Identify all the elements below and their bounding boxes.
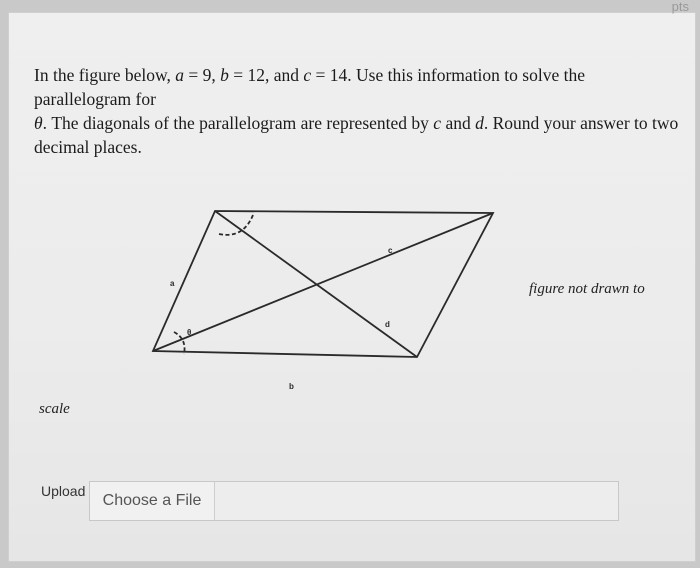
question-text-part: = 12, and: [228, 65, 304, 85]
variable-b: b: [220, 65, 229, 85]
question-text-part: decimal places.: [34, 137, 142, 157]
parallelogram-figure: [145, 203, 505, 391]
diagonal-d: [215, 211, 417, 357]
question-text-part: = 9,: [184, 65, 221, 85]
variable-d: d: [475, 113, 484, 133]
question-text-part: = 14. Use this information to solve the parallelogram for: [34, 65, 585, 109]
question-text: [34, 63, 684, 159]
upload-label: Upload: [41, 483, 86, 499]
label-b: b: [289, 382, 294, 391]
question-text-part: . The diagonals of the parallelogram are represented by: [42, 113, 434, 133]
file-upload-control: [89, 481, 619, 521]
figure-note: figure not drawn to: [529, 281, 645, 297]
question-text-part: . Round your answer to two: [483, 113, 679, 133]
choose-file-button[interactable]: Choose a File: [90, 482, 215, 520]
variable-c: c: [303, 65, 312, 85]
question-text-part: In the figure below,: [34, 65, 176, 85]
label-theta: θ: [187, 328, 192, 337]
variable-c: c: [433, 113, 442, 133]
variable-theta: θ: [34, 113, 43, 133]
question-panel: [8, 0, 696, 562]
figure-note-continued: scale: [39, 401, 70, 417]
selected-file-field[interactable]: [215, 482, 618, 520]
question-text-part: and: [441, 113, 476, 133]
label-a: a: [170, 279, 175, 288]
variable-a: a: [175, 65, 184, 85]
label-d: d: [385, 320, 390, 329]
points-indicator: pts: [671, 0, 689, 14]
label-c: c: [388, 246, 393, 255]
